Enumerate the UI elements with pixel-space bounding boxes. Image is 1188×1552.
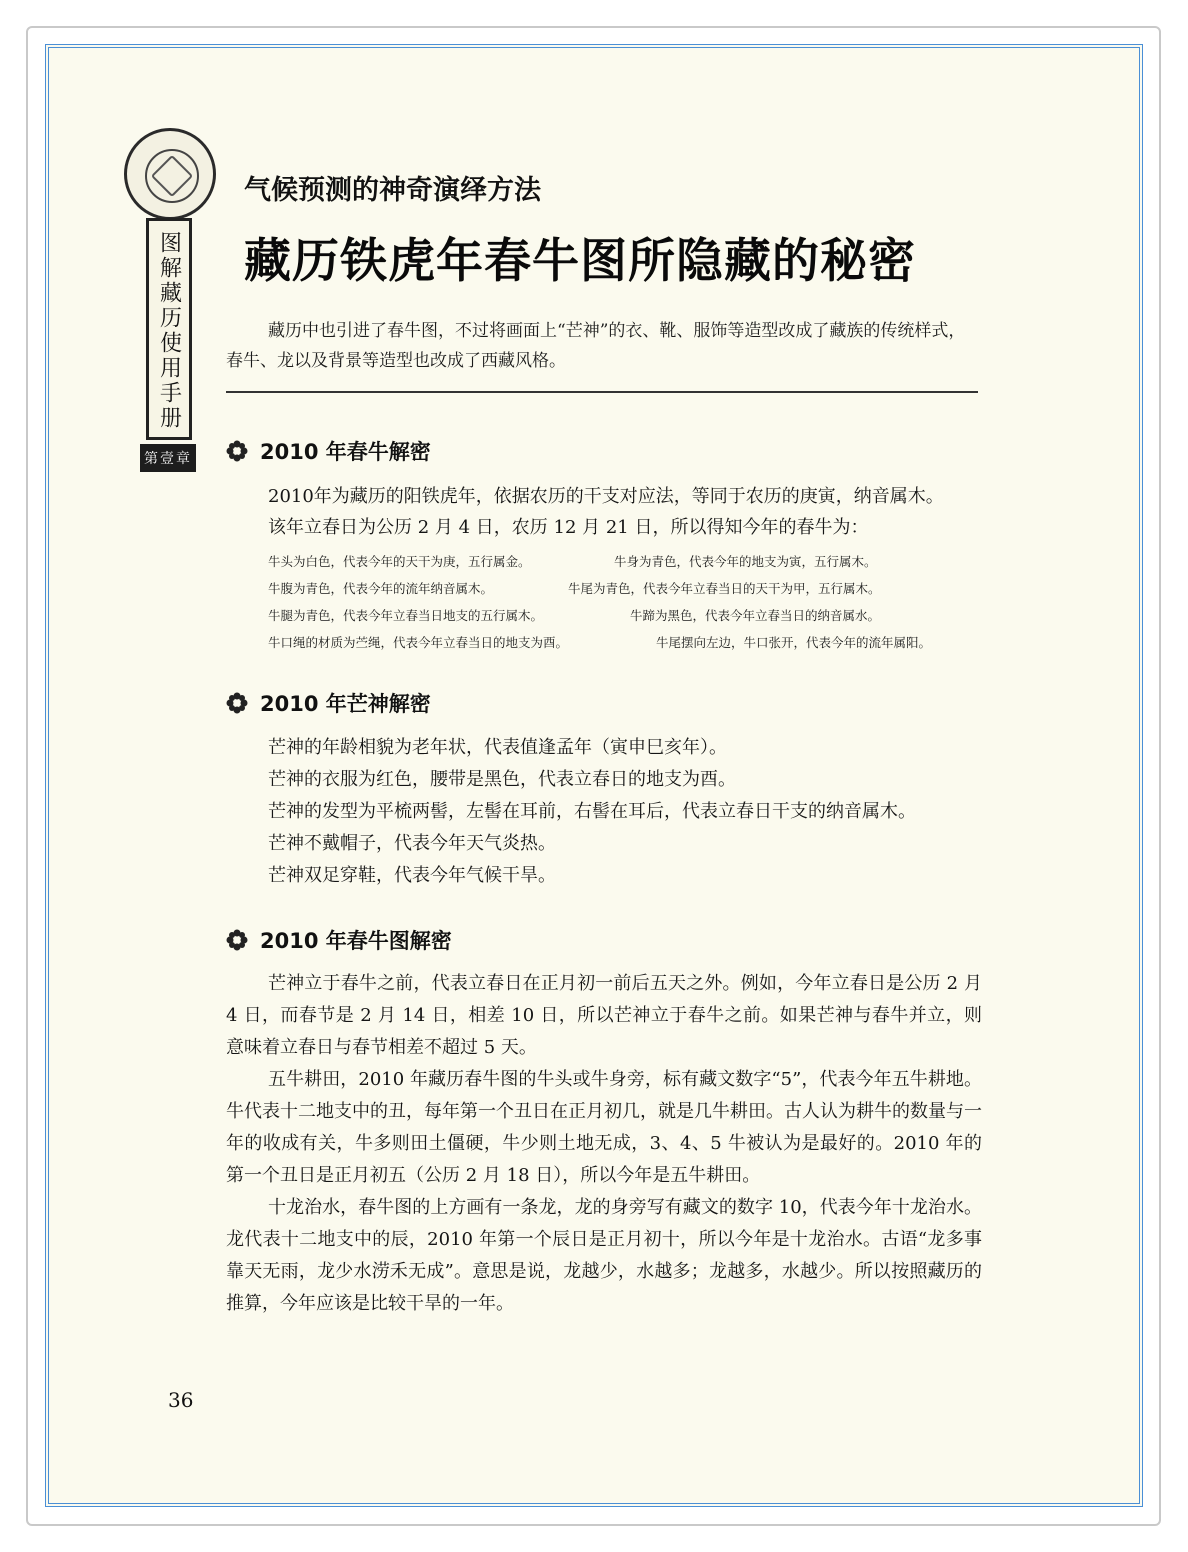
section1-line: 2010年为藏历的阳铁虎年，依据农历的干支对应法，等同于农历的庚寅，纳音属木。 bbox=[268, 486, 944, 507]
paragraph: 芒神立于春牛之前，代表立春日在正月初一前后五天之外。例如，今年立春日是公历 2 月 4 日，而春节是 2 月 14 日，相差 10 日，所以芒神立于春牛之前。如果芒神与春牛并立，则意味着立春日与春节相差不超过 5 天。 bbox=[226, 973, 982, 1058]
ox-attribute: 牛腹为青色，代表今年的流年纳音属木。 bbox=[268, 581, 494, 596]
page-title: 藏历铁虎年春牛图所隐藏的秘密 bbox=[244, 234, 916, 289]
chapter-label: 第壹章 bbox=[140, 444, 196, 472]
seal-ornament-icon bbox=[124, 128, 216, 220]
mang-shen-list bbox=[268, 732, 988, 892]
section-heading-text: 2010 年春牛解密 bbox=[260, 440, 431, 464]
list-item: 芒神双足穿鞋，代表今年气候干旱。 bbox=[268, 865, 556, 886]
ox-attribute: 牛腿为青色，代表今年立春当日地支的五行属木。 bbox=[268, 608, 544, 623]
flower-bullet-icon bbox=[226, 929, 248, 951]
list-item: 芒神的年龄相貌为老年状，代表值逢孟年（寅申巳亥年）。 bbox=[268, 737, 727, 758]
ox-attribute: 牛尾为青色，代表今年立春当日的天干为甲，五行属木。 bbox=[568, 581, 881, 596]
ox-attribute: 牛身为青色，代表今年的地支为寅，五行属木。 bbox=[614, 554, 877, 569]
divider bbox=[226, 391, 978, 393]
section1-body bbox=[226, 481, 978, 543]
side-book-title bbox=[146, 218, 192, 440]
list-item: 芒神不戴帽子，代表今年天气炎热。 bbox=[268, 833, 556, 854]
ox-attribute: 牛蹄为黑色，代表今年立春当日的纳音属水。 bbox=[630, 608, 881, 623]
flower-bullet-icon bbox=[226, 440, 248, 462]
intro-paragraph: 藏历中也引进了春牛图，不过将画面上“芒神”的衣、靴、服饰等造型改成了藏族的传统样式，春牛、龙以及背景等造型也改成了西藏风格。 bbox=[226, 321, 966, 371]
section-heading-mang-shen bbox=[226, 688, 431, 718]
section-heading-text: 2010 年春牛图解密 bbox=[260, 929, 452, 953]
section-heading-spring-ox-chart bbox=[226, 925, 452, 955]
section-heading-text: 2010 年芒神解密 bbox=[260, 692, 431, 716]
section1-line: 该年立春日为公历 2 月 4 日，农历 12 月 21 日，所以得知今年的春牛为： bbox=[268, 517, 869, 538]
side-book-title-text: 图解藏历使用手册 bbox=[156, 231, 182, 431]
paragraph: 五牛耕田，2010 年藏历春牛图的牛头或牛身旁，标有藏文数字“5”，代表今年五牛耕地。牛代表十二地支中的丑，每年第一个丑日在正月初几，就是几牛耕田。古人认为耕牛的数量与一年的收成有关，牛多则田土僵硬，牛少则土地无成，3、4、5 牛被认为是最好的。2010 年的第一个丑日是正月初五（公历 2 月 18 日），所以今年是五牛耕田。 bbox=[226, 1069, 982, 1186]
page-subtitle: 气候预测的神奇演绎方法 bbox=[244, 175, 541, 206]
list-item: 芒神的发型为平梳两髻，左髻在耳前，右髻在耳后，代表立春日干支的纳音属木。 bbox=[268, 801, 916, 822]
section3-body bbox=[226, 968, 982, 1320]
flower-bullet-icon bbox=[226, 692, 248, 714]
paragraph: 十龙治水，春牛图的上方画有一条龙，龙的身旁写有藏文的数字 10，代表今年十龙治水。龙代表十二地支中的辰，2010 年第一个辰日是正月初十，所以今年是十龙治水。古语“龙多事靠天无雨，龙少水涝禾无成”。意思是说，龙越少，水越多；龙越多，水越少。所以按照藏历的推算，今年应该是比较干旱的一年。 bbox=[226, 1197, 982, 1314]
list-item bbox=[268, 548, 988, 575]
section-heading-spring-ox bbox=[226, 436, 431, 466]
ox-attributes-list bbox=[268, 548, 988, 656]
ox-attribute: 牛尾摆向左边，牛口张开，代表今年的流年属阳。 bbox=[656, 635, 932, 650]
ox-attribute: 牛头为白色，代表今年的天干为庚，五行属金。 bbox=[268, 554, 531, 569]
list-item bbox=[268, 602, 988, 629]
list-item bbox=[268, 629, 988, 656]
list-item: 芒神的衣服为红色，腰带是黑色，代表立春日的地支为酉。 bbox=[268, 769, 736, 790]
page-number: 36 bbox=[168, 1388, 194, 1412]
ox-attribute: 牛口绳的材质为苎绳，代表今年立春当日的地支为酉。 bbox=[268, 635, 569, 650]
list-item bbox=[268, 575, 988, 602]
